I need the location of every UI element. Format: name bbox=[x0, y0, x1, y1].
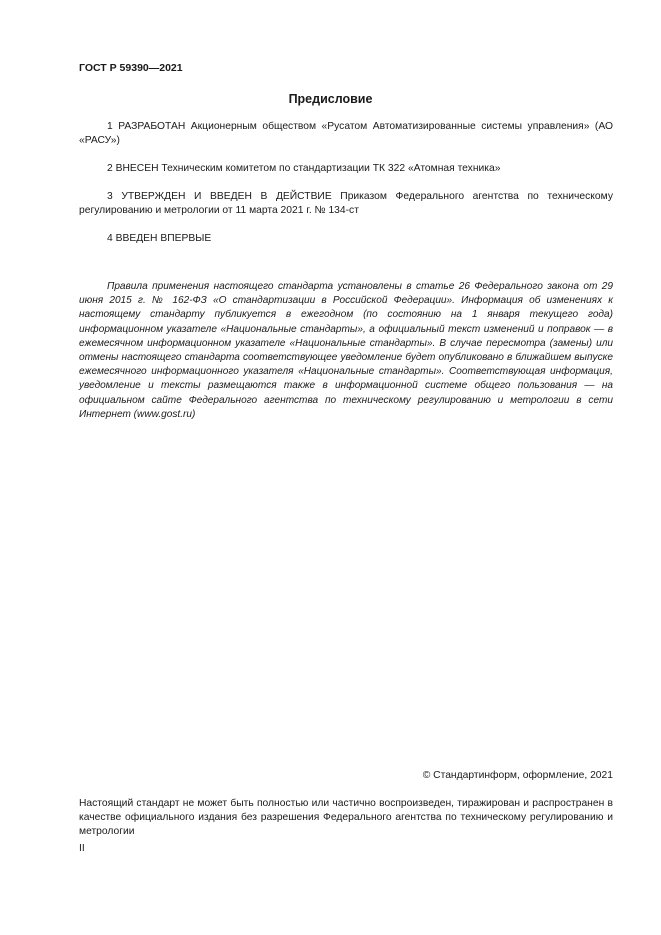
foreword-item-text: 4 ВВЕДЕН ВПЕРВЫЕ bbox=[107, 233, 212, 244]
foreword-title: Предисловие bbox=[288, 92, 373, 106]
copyright-line: © Стандартинформ, оформление, 2021 bbox=[422, 770, 613, 781]
foreword-item-1 bbox=[79, 120, 613, 148]
foreword-item-4 bbox=[79, 232, 613, 246]
reproduction-notice bbox=[79, 797, 613, 839]
foreword-item-text: 2 ВНЕСЕН Техническим комитетом по стандартизации ТК 322 «Атомная техника» bbox=[107, 163, 501, 174]
page-number: II bbox=[79, 843, 85, 854]
foreword-item-3 bbox=[79, 190, 613, 218]
rules-note-text: Правила применения настоящего стандарта установлены в статье 26 Федерального закона от 29 июня 2015 г. № 162-ФЗ «О стандартизации в Российской Федерации». Информация об изменениях к настоящему стандарту публикуется в ежегодном (по состоянию на 1 января текущего года) информационном указателе «Национальные стандарты», а официальный текст изменений и поправок — в ежемесячном информационном указателе «Национальные стандарты». В случае пересмотра (замены) или отмены настоящего стандарта соответствующее уведомление будет опубликовано в ближайшем выпуске ежемесячного информационного указателя «Национальные стандарты». Соответствующая информация, уведомление и тексты размещаются также в информационной системе общего пользования — на официальном сайте Федерального агентства по техническому регулированию и метрологии в сети Интернет (www.gost.ru) bbox=[79, 281, 613, 420]
reproduction-notice-text: Настоящий стандарт не может быть полностью или частично воспроизведен, тиражирован и распространен в качестве официального издания без разрешения Федерального агентства по техническому регулированию и метрологии bbox=[79, 798, 613, 837]
rules-note bbox=[79, 280, 613, 422]
foreword-item-text: 3 УТВЕРЖДЕН И ВВЕДЕН В ДЕЙСТВИЕ Приказом Федерального агентства по техническому регулированию и метрологии от 11 марта 2021 г. № 134-ст bbox=[79, 191, 613, 216]
foreword-item-2 bbox=[79, 162, 613, 176]
document-code: ГОСТ Р 59390—2021 bbox=[79, 62, 183, 74]
foreword-item-text: 1 РАЗРАБОТАН Акционерным обществом «Русатом Автоматизированные системы управления» (АО «РАСУ») bbox=[79, 121, 613, 146]
